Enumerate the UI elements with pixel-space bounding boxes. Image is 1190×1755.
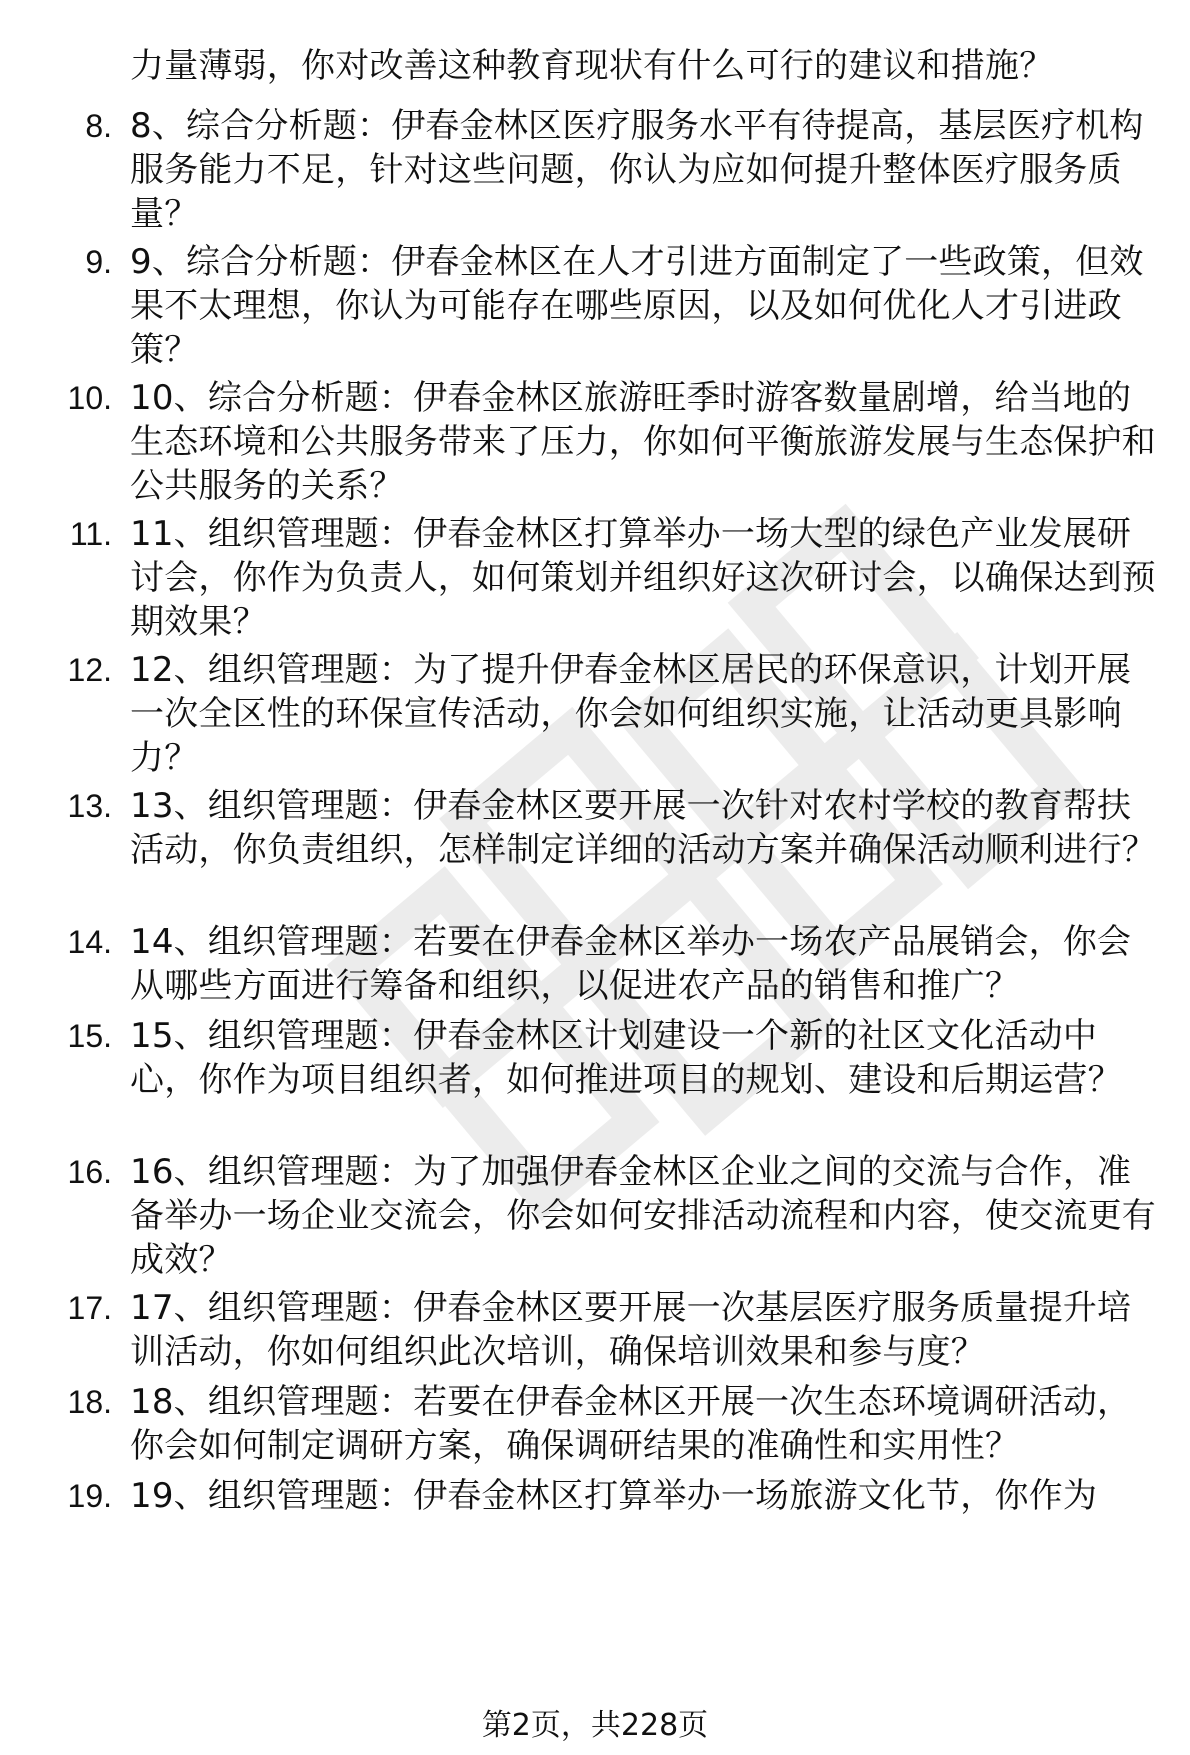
- list-item-text: 9、综合分析题：伊春金林区在人才引进方面制定了一些政策，但效果不太理想，你认为可能存在哪些原因，以及如何优化人才引进政策？: [130, 242, 1144, 370]
- list-item-text: 14、组织管理题：若要在伊春金林区举办一场农产品展销会，你会从哪些方面进行筹备和组织，以促进农产品的销售和推广？: [130, 922, 1132, 1006]
- list-item-number: 11.: [69, 516, 112, 552]
- list-item-number: 12.: [67, 652, 112, 688]
- list-item-text: 10、综合分析题：伊春金林区旅游旺季时游客数量剧增，给当地的生态环境和公共服务带来了压力，你如何平衡旅游发展与生态保护和公共服务的关系？: [130, 378, 1156, 506]
- list-item-text: 11、组织管理题：伊春金林区打算举办一场大型的绿色产业发展研讨会，你作为负责人，如何策划并组织好这次研讨会，以确保达到预期效果？: [130, 514, 1156, 642]
- list-item-number: 13.: [67, 788, 112, 824]
- list-item-number: 14.: [67, 924, 112, 960]
- list-item-number: 8.: [85, 108, 112, 144]
- list-item-text: 15、组织管理题：伊春金林区计划建设一个新的社区文化活动中心，你作为项目组织者，如何推进项目的规划、建设和后期运营？: [130, 1016, 1122, 1100]
- list-item-number: 16.: [67, 1154, 112, 1190]
- list-item-number: 15.: [67, 1018, 112, 1054]
- list-item-text: 17、组织管理题：伊春金林区要开展一次基层医疗服务质量提升培训活动，你如何组织此次培训，确保培训效果和参与度？: [130, 1288, 1132, 1372]
- continuation-text: 力量薄弱，你对改善这种教育现状有什么可行的建议和措施？: [130, 46, 1054, 86]
- list-item-number: 19.: [67, 1478, 112, 1514]
- list-item-number: 18.: [67, 1384, 112, 1420]
- list-item-text: 19、组织管理题：伊春金林区打算举办一场旅游文化节，你作为: [130, 1476, 1098, 1516]
- list-item-text: 18、组织管理题：若要在伊春金林区开展一次生态环境调研活动，你会如何制定调研方案，确保调研结果的准确性和实用性？: [130, 1382, 1132, 1466]
- list-item-text: 12、组织管理题：为了提升伊春金林区居民的环保意识，计划开展一次全区性的环保宣传活动，你会如何组织实施，让活动更具影响力？: [130, 650, 1132, 778]
- list-item-text: 13、组织管理题：伊春金林区要开展一次针对农村学校的教育帮扶活动，你负责组织，怎样制定详细的活动方案并确保活动顺利进行？: [130, 786, 1156, 870]
- page-footer: 第2页，共228页: [481, 1708, 709, 1743]
- list-item-number: 10.: [67, 380, 112, 416]
- list-item-text: 16、组织管理题：为了加强伊春金林区企业之间的交流与合作，准备举办一场企业交流会，你会如何安排活动流程和内容，使交流更有成效？: [130, 1152, 1156, 1280]
- list-item-number: 17.: [67, 1290, 112, 1326]
- list-item-text: 8、综合分析题：伊春金林区医疗服务水平有待提高，基层医疗机构服务能力不足，针对这些问题，你认为应如何提升整体医疗服务质量？: [130, 106, 1144, 234]
- list-item-number: 9.: [85, 244, 112, 280]
